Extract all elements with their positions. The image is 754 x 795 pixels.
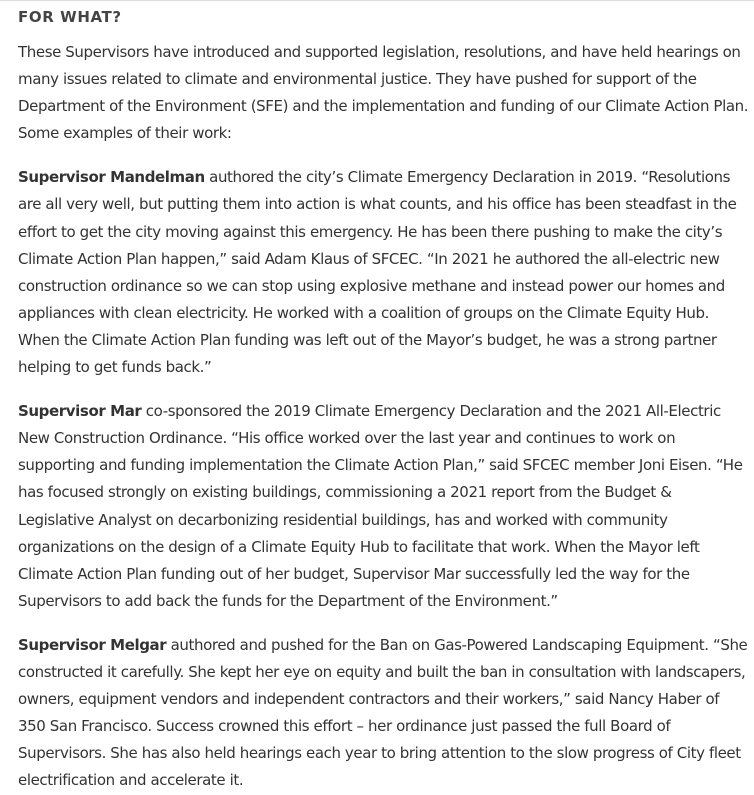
section-heading: FOR WHAT? (18, 8, 122, 26)
intro-paragraph: These Supervisors have introduced and supported legislation, resolutions, and have held hearings on many issues related to climate and environmental justice. They have pushed for support of the Department of the Environment (SFE) and the implementation and funding of our Climate Action Plan. Some examples of their work: (18, 43, 749, 143)
supervisor-mandelman-paragraph (18, 164, 750, 381)
supervisor-melgar-paragraph (18, 632, 750, 795)
supervisor-name: Supervisor Mar (18, 402, 142, 421)
supervisor-name: Supervisor Mandelman (18, 168, 205, 187)
supervisor-description: co-sponsored the 2019 Climate Emergency Declaration and the 2021 All-Electric New Construction Ordinance. “His office worked over the last year and continues to work on supporting and funding implementation the Climate Action Plan,” said SFCEC member Joni Eisen. “He has focused strongly on existing buildings, commissioning a 2021 report from the Budget & Legislative Analyst on decarbonizing residential buildings, has and worked with community organizations on the design of a Climate Equity Hub to facilitate that work. When the Mayor left Climate Action Plan funding out of her budget, Supervisor Mar successfully led the way for the Supervisors to add back the funds for the Department of the Environment.” (18, 402, 743, 610)
top-divider (0, 0, 754, 1)
supervisor-name: Supervisor Melgar (18, 635, 167, 654)
article-body (18, 4, 750, 794)
supervisor-description: authored and pushed for the Ban on Gas-Powered Landscaping Equipment. “She constructed it carefully. She kept her eye on equity and built the ban in consultation with landscapers, owners, equipment vendors and independent contractors and their workers,” said Nancy Haber of 350 San Francisco. Success crowned this effort – her ordinance just passed the full Board of Supervisors. She has also held hearings each year to bring attention to the slow progress of City fleet electrification and accelerate it. (18, 635, 748, 790)
supervisor-description: authored the city’s Climate Emergency Declaration in 2019. “Resolutions are all very well, but putting them into action is what counts, and his office has been steadfast in the effort to get the city moving against this emergency. He has been there pushing to make the city’s Climate Action Plan happen,” said Adam Klaus of SFCEC. “In 2021 he authored the all-electric new construction ordinance so we can stop using explosive methane and instead power our homes and appliances with clean electricity. He worked with a coalition of groups on the Climate Equity Hub. When the Climate Action Plan funding was left out of the Mayor’s budget, he was a strong partner helping to get funds back.” (18, 168, 737, 377)
supervisor-mar-paragraph (18, 398, 750, 615)
